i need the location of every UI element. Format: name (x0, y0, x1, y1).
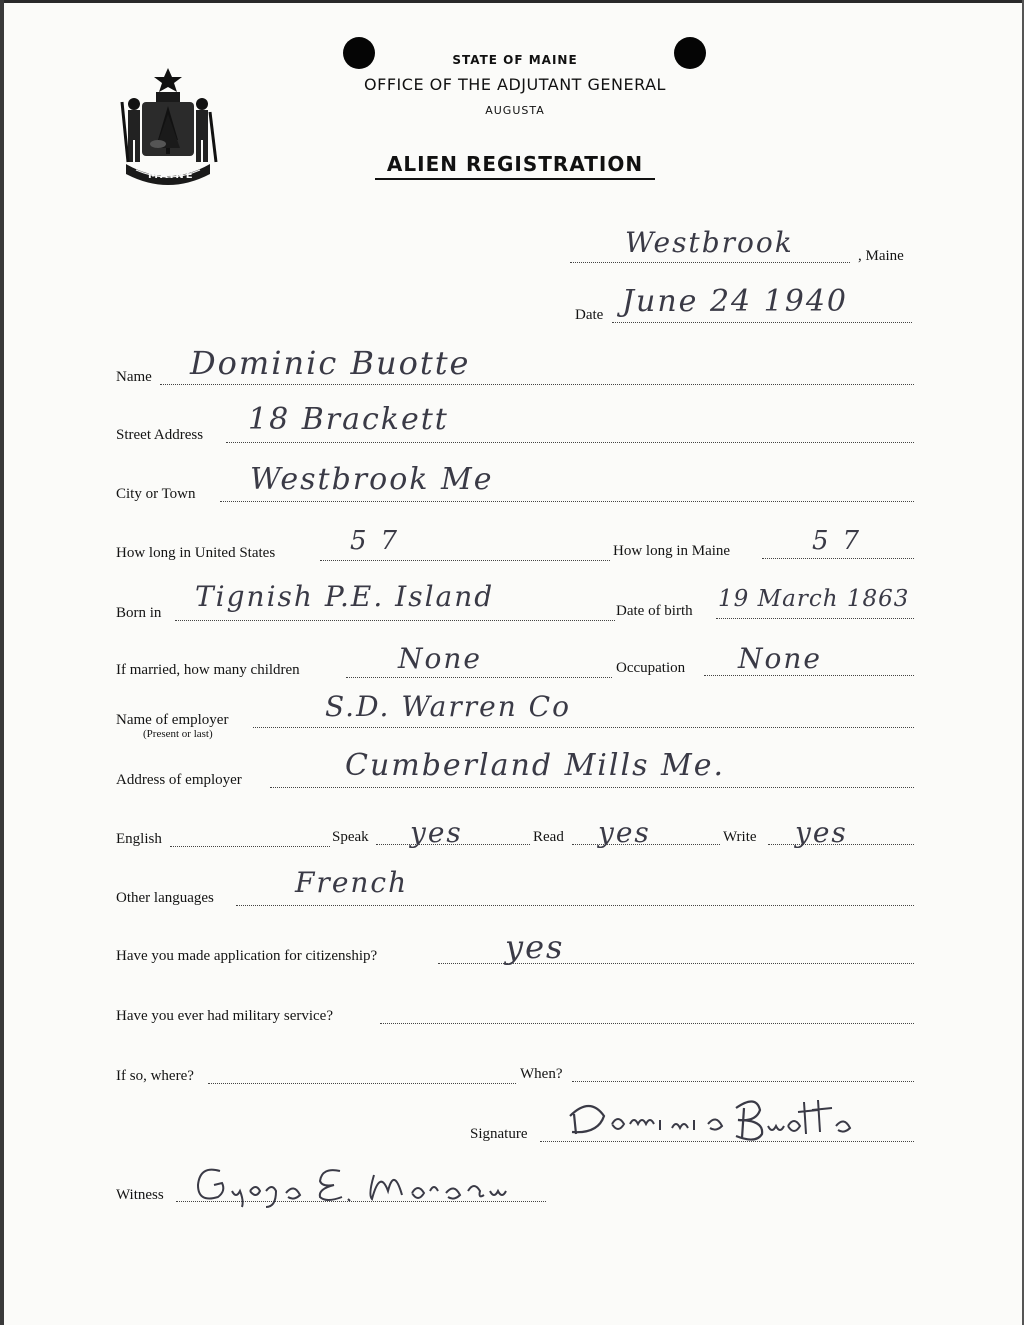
name-value: Dominic Buotte (190, 344, 471, 382)
name-line (160, 384, 914, 385)
us-duration-label: How long in United States (116, 545, 276, 561)
date-of-birth-value: 19 March 1863 (718, 586, 910, 612)
citizenship-value: yes (505, 928, 565, 966)
witness-handwriting (190, 1155, 550, 1211)
born-in-value: Tignish P.E. Island (195, 580, 495, 613)
street-label: Street Address (116, 427, 204, 443)
employer-sublabel: (Present or last) (143, 728, 213, 740)
witness-label: Witness (116, 1187, 164, 1203)
city-line (220, 501, 914, 502)
english-label: English (116, 831, 162, 847)
military-label: Have you ever had military service? (116, 1008, 333, 1024)
city-value: Westbrook Me (250, 462, 494, 497)
maine-duration-label: How long in Maine (613, 543, 731, 559)
form-title: ALIEN REGISTRATION (386, 152, 644, 176)
place-value: Westbrook (625, 226, 794, 259)
place-label: , Maine (858, 248, 904, 264)
name-label: Name (116, 369, 152, 385)
office-heading: OFFICE OF THE ADJUTANT GENERAL (364, 75, 666, 94)
seal-banner-text: MAINE (148, 170, 195, 181)
speak-label: Speak (332, 829, 369, 845)
write-label: Write (723, 829, 757, 845)
date-line (612, 322, 912, 323)
where-line (208, 1083, 516, 1084)
city-heading: AUGUSTA (485, 104, 545, 117)
military-line (380, 1023, 914, 1024)
date-of-birth-label: Date of birth (616, 603, 693, 619)
state-heading: STATE OF MAINE (452, 53, 578, 67)
other-languages-value: French (295, 866, 409, 899)
occupation-value: None (738, 642, 822, 675)
title-underline (375, 178, 655, 180)
scan-border-top (0, 0, 1024, 3)
maine-duration-line (762, 558, 914, 559)
employer-value: S.D. Warren Co (325, 690, 571, 723)
write-value: yes (795, 816, 848, 849)
read-value: yes (598, 816, 651, 849)
read-label: Read (533, 829, 564, 845)
date-of-birth-line (716, 618, 914, 619)
us-duration-line (320, 560, 610, 561)
city-label: City or Town (116, 486, 196, 502)
date-value: June 24 1940 (622, 284, 849, 319)
when-label: When? (520, 1066, 563, 1082)
signature-handwriting (560, 1088, 870, 1148)
employer-address-label: Address of employer (116, 772, 242, 788)
born-in-label: Born in (116, 605, 162, 621)
when-line (572, 1081, 914, 1082)
street-line (226, 442, 914, 443)
occupation-line (704, 675, 914, 676)
other-languages-line (236, 905, 914, 906)
children-value: None (398, 642, 482, 675)
employer-line (253, 727, 914, 728)
employer-address-value: Cumberland Mills Me. (345, 748, 726, 783)
born-in-line (175, 620, 615, 621)
occupation-label: Occupation (616, 660, 686, 676)
children-label: If married, how many children (116, 662, 300, 678)
other-languages-label: Other languages (116, 890, 214, 906)
employer-label: Name of employer (116, 712, 229, 728)
employer-address-line (270, 787, 914, 788)
us-duration-value: 57 (350, 526, 412, 556)
children-line (346, 677, 612, 678)
place-line (570, 262, 850, 263)
where-label: If so, where? (116, 1068, 194, 1084)
date-label: Date (575, 307, 604, 323)
signature-label: Signature (470, 1126, 528, 1142)
street-value: 18 Brackett (248, 402, 449, 437)
english-line (170, 846, 330, 847)
scan-border-left (0, 0, 4, 1325)
citizenship-label: Have you made application for citizenship? (116, 948, 378, 964)
maine-duration-value: 57 (812, 526, 874, 556)
speak-value: yes (410, 816, 463, 849)
